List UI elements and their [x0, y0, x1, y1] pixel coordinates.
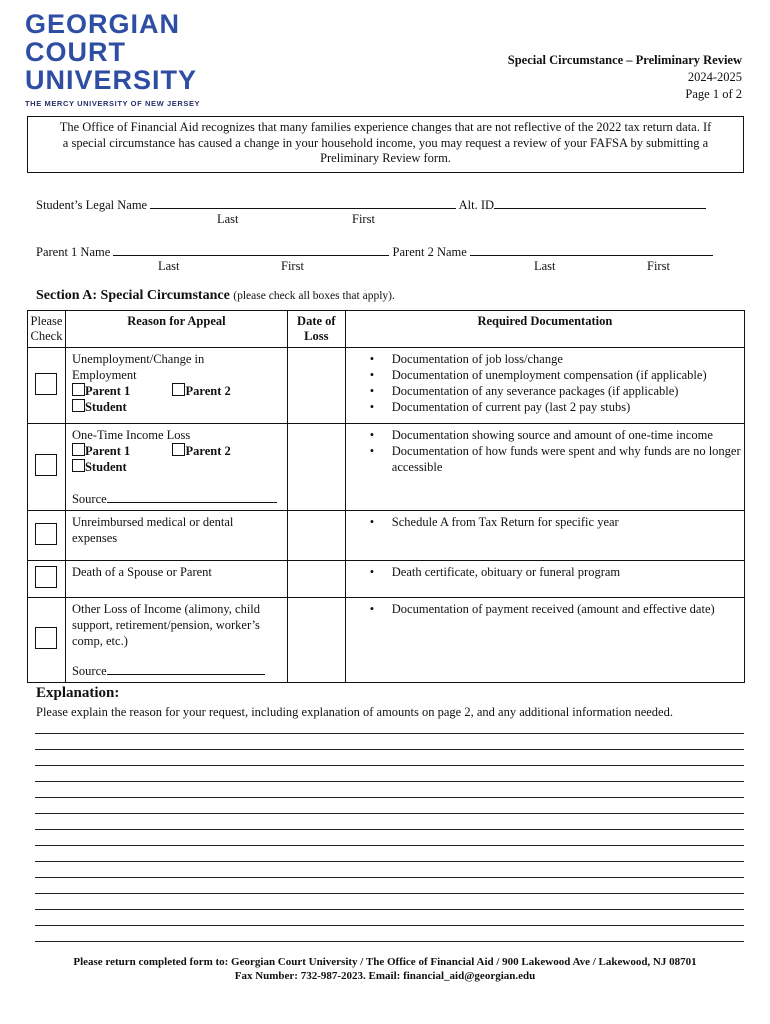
parent1-last-caption: Last [158, 259, 180, 273]
check-cell [28, 348, 66, 424]
footer-address: Please return completed form to: Georgian Court University / The Office of Financial Aid / 900 Lakewood Ave / Lakewood, NJ 08701 [73, 956, 697, 968]
header-date-line1: Date of [297, 314, 336, 328]
university-logo [25, 10, 200, 108]
writing-line[interactable] [35, 749, 744, 750]
parent1-first-caption: First [281, 259, 304, 273]
docs-list [346, 427, 744, 475]
writing-line[interactable] [35, 941, 744, 942]
reason-cell [65, 424, 287, 511]
writing-line[interactable] [35, 781, 744, 782]
docs-item: • Documentation of how funds were spent and why funds are no longer accessible [392, 443, 744, 475]
date-of-loss-cell[interactable] [287, 348, 345, 424]
docs-item: • Documentation of any severance packages (if applicable) [392, 383, 744, 399]
logo-line-3: UNIVERSITY [25, 65, 198, 95]
parent2-last-caption: Last [534, 259, 556, 273]
table-row [28, 511, 745, 561]
parent2-checkbox[interactable] [172, 443, 185, 456]
form-header [508, 52, 742, 103]
writing-line[interactable] [35, 829, 744, 830]
header-date-line2: Loss [304, 329, 329, 343]
writing-line[interactable] [35, 813, 744, 814]
reason-cell [65, 561, 287, 598]
footer [0, 955, 770, 983]
student-checkbox[interactable] [72, 459, 85, 472]
docs-cell [345, 424, 744, 511]
student-checkbox[interactable] [72, 399, 85, 412]
date-of-loss-cell[interactable] [287, 511, 345, 561]
docs-list [346, 564, 744, 580]
check-cell [28, 424, 66, 511]
docs-item: • Documentation of unemployment compensation (if applicable) [392, 367, 744, 383]
docs-item: • Documentation of current pay (last 2 pay stubs) [392, 399, 744, 415]
alt-id-field[interactable] [494, 197, 706, 209]
reason-cell [65, 511, 287, 561]
header-check-line2: Check [30, 329, 63, 343]
source-field[interactable] [107, 663, 265, 675]
logo-tagline: THE MERCY UNIVERSITY OF NEW JERSEY [25, 99, 201, 108]
writing-line[interactable] [35, 797, 744, 798]
form-year: 2024-2025 [687, 70, 742, 84]
one-time-loss-checkbox[interactable] [35, 454, 57, 476]
header-please-check [28, 311, 66, 348]
reason-text: Employment [71, 368, 137, 382]
writing-line[interactable] [35, 845, 744, 846]
docs-cell [345, 598, 744, 683]
student-option [72, 399, 281, 415]
intro-box [27, 116, 744, 173]
student-name-label: Student’s Legal Name [36, 198, 148, 212]
docs-cell [345, 348, 744, 424]
student-first-caption: First [352, 212, 375, 226]
parent1-checkbox[interactable] [72, 383, 85, 396]
docs-list [346, 601, 744, 617]
writing-line[interactable] [35, 877, 744, 878]
other-loss-checkbox[interactable] [35, 627, 57, 649]
reason-cell [65, 598, 287, 683]
section-a-note: (please check all boxes that apply). [233, 290, 395, 302]
writing-line[interactable] [35, 893, 744, 894]
unemployment-checkbox[interactable] [35, 373, 57, 395]
medical-expenses-checkbox[interactable] [35, 523, 57, 545]
alt-id-label: Alt. ID [458, 198, 495, 212]
student-option-label: Student [84, 400, 127, 414]
date-of-loss-cell[interactable] [287, 598, 345, 683]
table-row [28, 561, 745, 598]
parent2-name-label: Parent 2 Name [392, 245, 467, 259]
writing-line[interactable] [35, 925, 744, 926]
reason-text: comp, etc.) [71, 634, 128, 648]
check-cell [28, 598, 66, 683]
source-label: Source [71, 492, 107, 506]
intro-line-2: a special circumstance has caused a change in your household income, you may request a review of your FAFSA by submitting a [62, 135, 709, 150]
writing-line[interactable] [35, 733, 744, 734]
reason-text: Death of a Spouse or Parent [71, 565, 212, 579]
check-cell [28, 511, 66, 561]
writing-line[interactable] [35, 765, 744, 766]
writing-line[interactable] [35, 909, 744, 910]
table-row [28, 348, 745, 424]
intro-line-3: Preliminary Review form. [320, 151, 451, 165]
source-field[interactable] [107, 491, 277, 503]
parent1-name-label: Parent 1 Name [36, 245, 111, 259]
student-name-row [36, 197, 706, 213]
date-of-loss-cell[interactable] [287, 424, 345, 511]
docs-list [346, 514, 744, 530]
parent1-checkbox[interactable] [72, 443, 85, 456]
reason-text: expenses [71, 531, 118, 545]
logo-line-2: COURT [25, 37, 126, 67]
docs-item: • Documentation of payment received (amount and effective date) [392, 601, 744, 617]
header-reason: Reason for Appeal [65, 311, 287, 348]
section-a-heading [36, 288, 395, 304]
reason-text: Other Loss of Income (alimony, child [71, 602, 261, 616]
source-line [72, 663, 281, 679]
reason-text: Unreimbursed medical or dental [71, 515, 234, 529]
header-date-of-loss [287, 311, 345, 348]
explanation-heading: Explanation: [36, 685, 120, 701]
footer-contact: Fax Number: 732-987-2023. Email: financial_aid@georgian.edu [234, 970, 536, 982]
reason-cell [65, 348, 287, 424]
appeal-table [27, 310, 745, 683]
header-required-docs: Required Documentation [345, 311, 744, 348]
source-label: Source [71, 664, 107, 678]
docs-item: • Death certificate, obituary or funeral program [392, 564, 744, 580]
parent2-checkbox[interactable] [172, 383, 185, 396]
docs-item: • Schedule A from Tax Return for specific year [392, 514, 744, 530]
header-check-line1: Please [30, 314, 63, 328]
source-line [72, 491, 281, 507]
parent2-first-caption: First [647, 259, 670, 273]
docs-item: • Documentation showing source and amount of one-time income [392, 427, 744, 443]
reason-text: support, retirement/pension, worker’s [71, 618, 260, 632]
party-options [72, 443, 281, 459]
page-number: Page 1 of 2 [685, 87, 742, 101]
writing-line[interactable] [35, 861, 744, 862]
party-options [72, 383, 281, 399]
table-row [28, 424, 745, 511]
parent2-option-label: Parent 2 [185, 444, 231, 458]
section-a-title: Section A: Special Circumstance [36, 288, 230, 303]
parent1-name-field[interactable] [113, 244, 389, 256]
date-of-loss-cell[interactable] [287, 561, 345, 598]
reason-text: Unemployment/Change in [71, 352, 205, 366]
explanation-instructions: Please explain the reason for your request, including explanation of amounts on page 2, and any additional information needed. [36, 705, 673, 719]
parent2-option-label: Parent 2 [185, 384, 231, 398]
death-checkbox[interactable] [35, 566, 57, 588]
form-title: Special Circumstance – Preliminary Review [507, 53, 742, 67]
intro-line-1: The Office of Financial Aid recognizes that many families experience changes that are not reflective of the 2022 tax return data. If [59, 120, 712, 134]
parent1-option-label: Parent 1 [84, 444, 131, 458]
parent2-name-field[interactable] [470, 244, 713, 256]
student-last-caption: Last [217, 212, 239, 226]
parent-name-row [36, 244, 713, 260]
check-cell [28, 561, 66, 598]
table-header-row [28, 311, 745, 348]
student-option-label: Student [84, 460, 127, 474]
reason-text: One-Time Income Loss [71, 428, 191, 442]
docs-item: • Documentation of job loss/change [392, 351, 744, 367]
table-row [28, 598, 745, 683]
docs-list [346, 351, 744, 415]
docs-cell [345, 561, 744, 598]
parent1-option-label: Parent 1 [84, 384, 131, 398]
student-name-field[interactable] [150, 197, 456, 209]
docs-cell [345, 511, 744, 561]
logo-line-1: GEORGIAN [25, 9, 181, 39]
student-option [72, 459, 281, 475]
